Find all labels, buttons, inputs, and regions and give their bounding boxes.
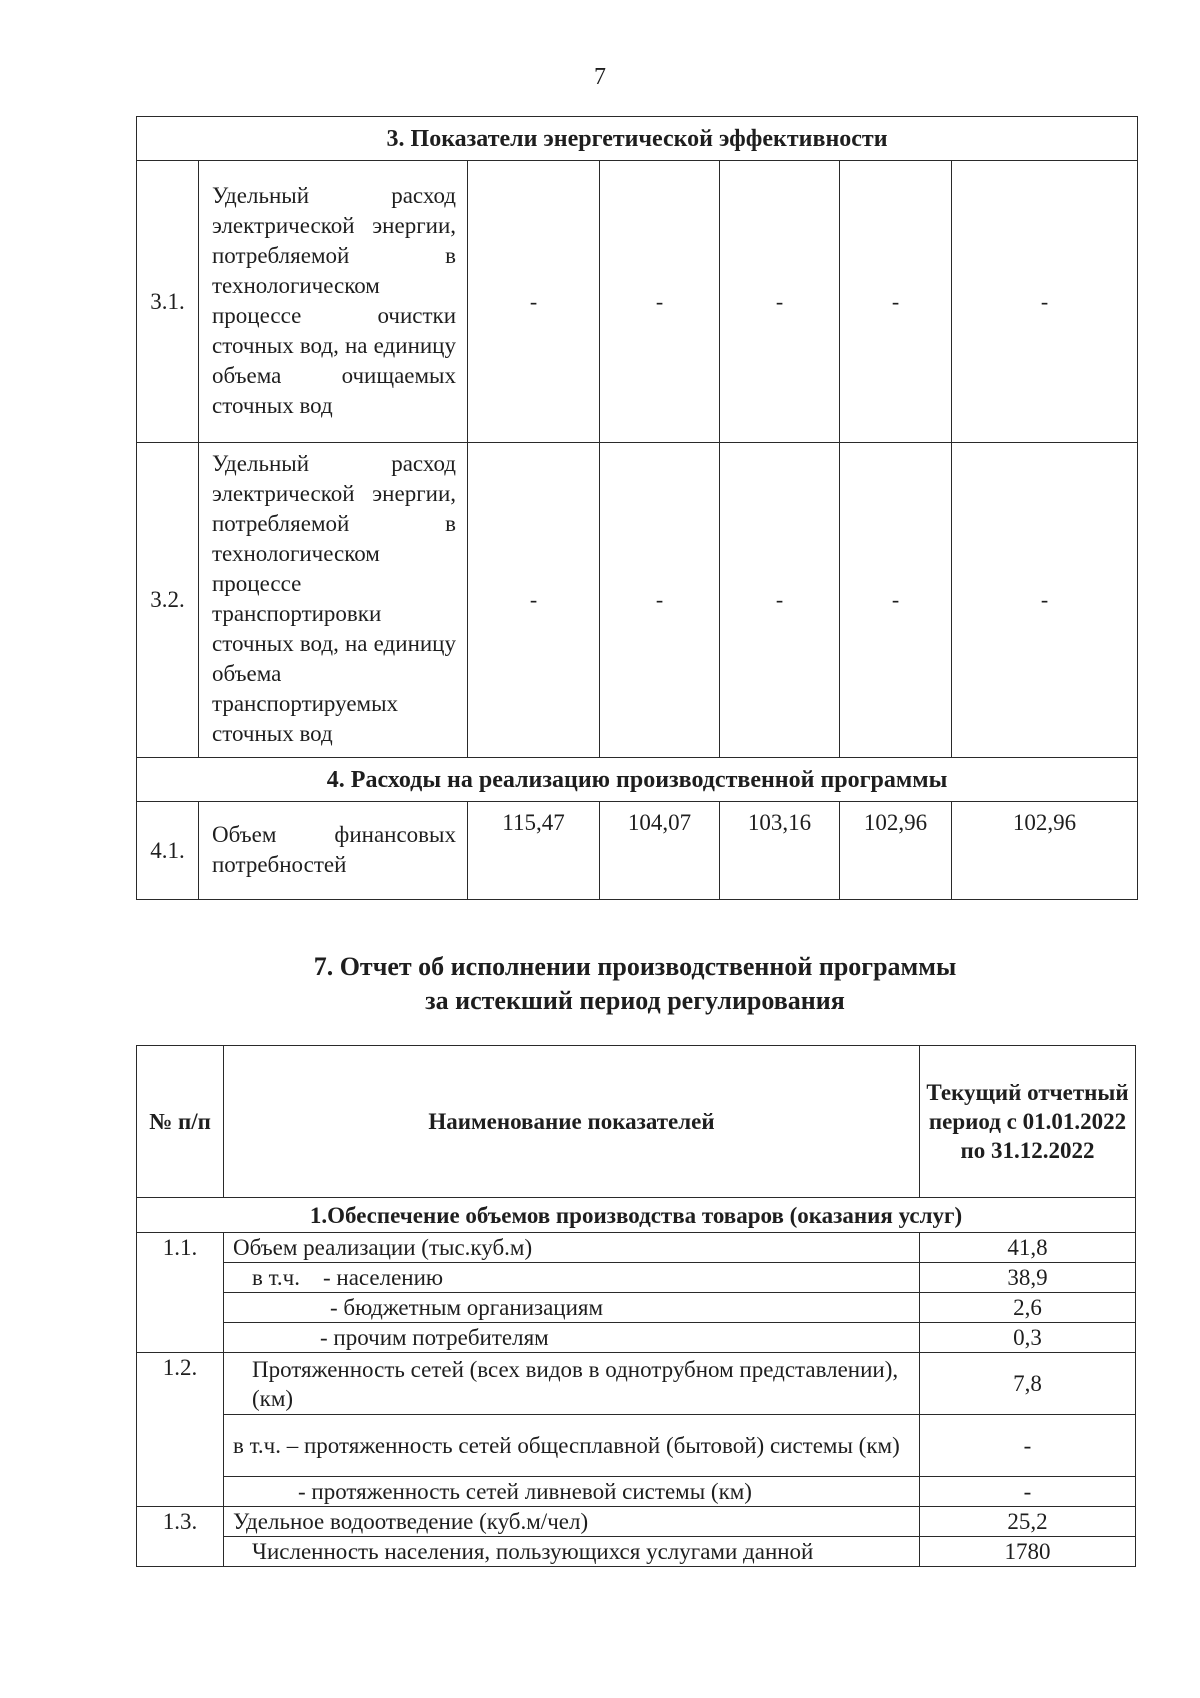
header-number: № п/п xyxy=(137,1046,224,1198)
row-value: 41,8 xyxy=(920,1233,1136,1263)
row-name: Удельный расход электрической энергии, потребляемой в технологическом процессе транспортировки сточных вод, на единицу объема транспортируемых сточных вод xyxy=(199,443,468,758)
row-name: - протяженность сетей ливневой системы (км) xyxy=(224,1477,920,1507)
row-value: - xyxy=(952,161,1138,443)
row-name: - прочим потребителям xyxy=(224,1323,920,1353)
row-value: - xyxy=(920,1415,1136,1477)
row-value: 2,6 xyxy=(920,1293,1136,1323)
row-name: Численность населения, пользующихся услугами данной xyxy=(224,1537,920,1567)
row-value: 102,96 xyxy=(952,802,1138,900)
section-4-title: 4. Расходы на реализацию производственной программы xyxy=(137,758,1138,802)
row-value: 25,2 xyxy=(920,1507,1136,1537)
row-number: 4.1. xyxy=(137,802,199,900)
row-number: 1.1. xyxy=(137,1233,224,1353)
section-1-title: 1.Обеспечение объемов производства товаров (оказания услуг) xyxy=(137,1198,1136,1233)
production-program-report-table xyxy=(136,1045,1136,1567)
row-value: 102,96 xyxy=(840,802,952,900)
row-number: 3.1. xyxy=(137,161,199,443)
table-row xyxy=(137,1323,1136,1353)
table-row xyxy=(137,1507,1136,1537)
row-value: - xyxy=(720,161,840,443)
table-row xyxy=(137,1537,1136,1567)
row-value: 103,16 xyxy=(720,802,840,900)
row-name: Объем финансовых потребностей xyxy=(199,802,468,900)
row-value: 0,3 xyxy=(920,1323,1136,1353)
row-name: - бюджетным организациям xyxy=(224,1293,920,1323)
row-name: в т.ч. – протяженность сетей общесплавной (бытовой) системы (км) xyxy=(224,1415,920,1477)
row-value: - xyxy=(600,443,720,758)
row-value: - xyxy=(840,161,952,443)
row-value: - xyxy=(468,443,600,758)
row-value: 104,07 xyxy=(600,802,720,900)
header-name: Наименование показателей xyxy=(224,1046,920,1198)
report-title-line-2: за истекший период регулирования xyxy=(425,986,845,1015)
row-value: 7,8 xyxy=(920,1353,1136,1415)
table-row xyxy=(137,1415,1136,1477)
row-name: в т.ч. - населению xyxy=(224,1263,920,1293)
table-row xyxy=(137,1353,1136,1415)
row-value: 1780 xyxy=(920,1537,1136,1567)
row-name: Удельное водоотведение (куб.м/чел) xyxy=(224,1507,920,1537)
row-value: - xyxy=(720,443,840,758)
row-value: - xyxy=(840,443,952,758)
row-value: - xyxy=(468,161,600,443)
table-row xyxy=(137,1293,1136,1323)
table-row xyxy=(137,1233,1136,1263)
row-name: Удельный расход электрической энергии, потребляемой в технологическом процессе очистки сточных вод, на единицу объема очищаемых сточных вод xyxy=(199,161,468,443)
row-value: 38,9 xyxy=(920,1263,1136,1293)
row-number: 1.3. xyxy=(137,1507,224,1567)
row-value: - xyxy=(600,161,720,443)
row-value: - xyxy=(920,1477,1136,1507)
header-period: Текущий отчетный период с 01.01.2022 по 31.12.2022 xyxy=(920,1046,1136,1198)
report-title xyxy=(0,950,1200,1018)
row-name: Протяженность сетей (всех видов в однотрубном представлении), (км) xyxy=(224,1353,920,1415)
row-value: - xyxy=(952,443,1138,758)
section-3-title: 3. Показатели энергетической эффективности xyxy=(137,117,1138,161)
row-number: 1.2. xyxy=(137,1353,224,1507)
page-number: 7 xyxy=(594,64,606,90)
table-row xyxy=(137,1263,1136,1293)
table-row xyxy=(137,802,1138,900)
row-value: 115,47 xyxy=(468,802,600,900)
table-row xyxy=(137,443,1138,758)
row-number: 3.2. xyxy=(137,443,199,758)
report-title-line-1: 7. Отчет об исполнении производственной программы xyxy=(313,952,957,981)
table-row xyxy=(137,1477,1136,1507)
row-name: Объем реализации (тыс.куб.м) xyxy=(224,1233,920,1263)
energy-efficiency-table xyxy=(136,116,1138,900)
table-row xyxy=(137,161,1138,443)
